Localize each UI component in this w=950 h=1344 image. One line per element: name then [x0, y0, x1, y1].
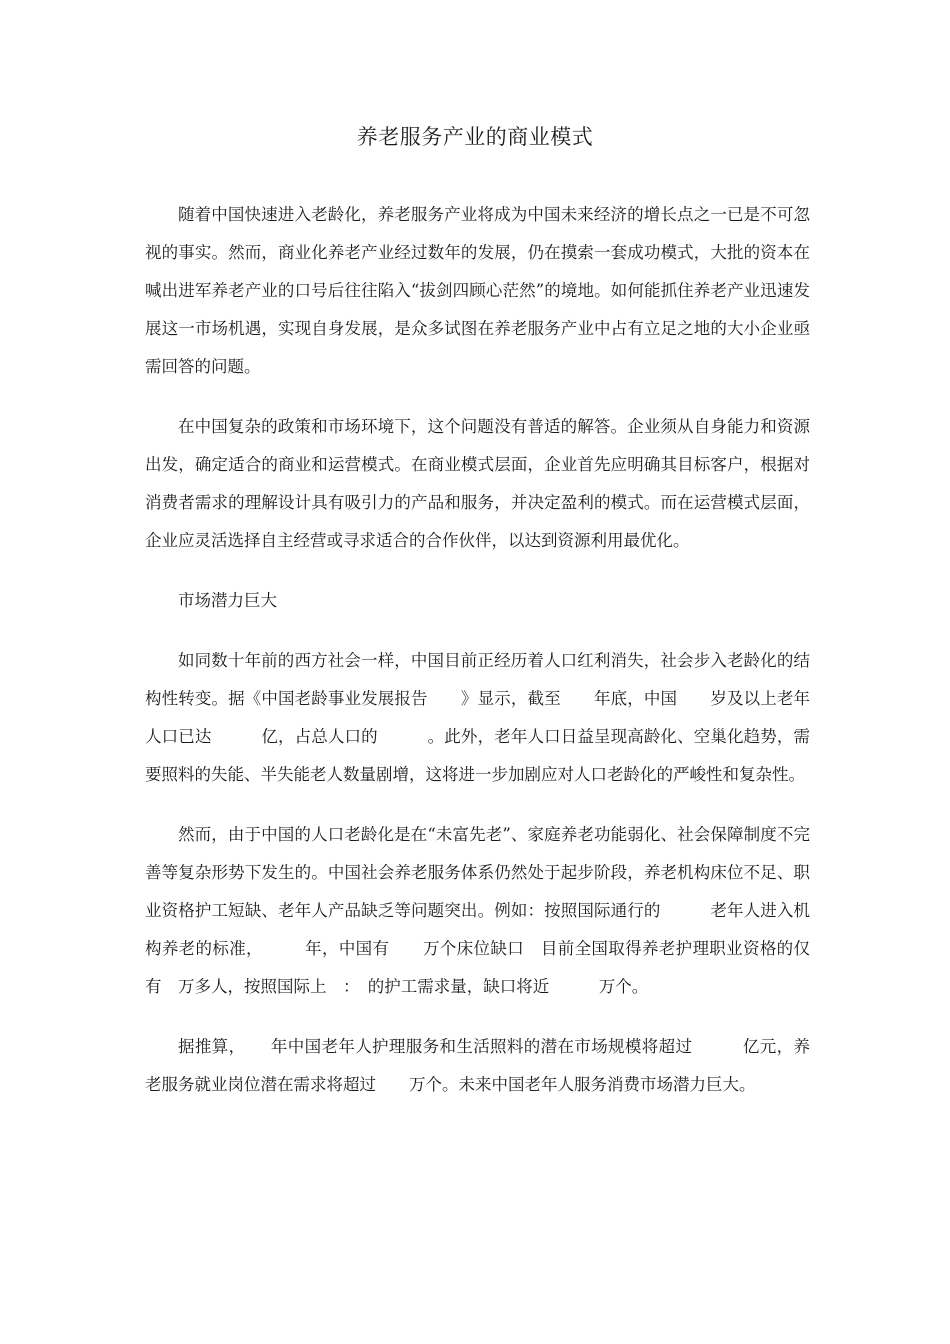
paragraph-intro: 随着中国快速进入老龄化，养老服务产业将成为中国未来经济的增长点之一已是不可忽视的事实。然而，商业化养老产业经过数年的发展，仍在摸索一套成功模式，大批的资本在喊出进军养老产业的口号后往往陷入“拔剑四顾心茫然”的境地。如何能抓住养老产业迅速发展这一市场机遇，实现自身发展，是众多试图在养老服务产业中占有立足之地的大小企业亟需回答的问题。 — [145, 205, 810, 376]
section-heading: 市场潜力巨大 — [178, 591, 277, 610]
paragraph-market-potential: 据推算， 年中国老年人护理服务和生活照料的潜在市场规模将超过 亿元，养老服务就业岗位潜在需求将超过 万个。未来中国老年人服务消费市场潜力巨大。 — [145, 1037, 810, 1094]
paragraph-aging-population: 如同数十年前的西方社会一样，中国目前正经历着人口红利消失，社会步入老龄化的结构性转变。据《中国老龄事业发展报告 》显示，截至 年底，中国 岁及以上老年人口已达 亿，占总人口的 。此外，老年人口日益呈现高龄化、空巢化趋势，需要照料的失能、半失能老人数量剧增，这将进一步加剧应对人口老龄化的严峻性和复杂性。 — [145, 651, 810, 784]
paragraph-business-model: 在中国复杂的政策和市场环境下，这个问题没有普适的解答。企业须从自身能力和资源出发，确定适合的商业和运营模式。在商业模式层面，企业首先应明确其目标客户，根据对消费者需求的理解设计具有吸引力的产品和服务，并决定盈利的模式。而在运营模式层面，企业应灵活选择自主经营或寻求适合的合作伙伴，以达到资源利用最优化。 — [145, 417, 810, 550]
document-title: 养老服务产业的商业模式 — [356, 125, 594, 149]
document-body — [145, 196, 810, 1126]
paragraph-service-gap: 然而，由于中国的人口老龄化是在“未富先老”、家庭养老功能弱化、社会保障制度不完善等复杂形势下发生的。中国社会养老服务体系仍然处于起步阶段，养老机构床位不足、职业资格护工短缺、老年人产品缺乏等问题突出。例如：按照国际通行的 老年人进入机构养老的标准， 年，中国有 万个床位缺口 目前全国取得养老护理职业资格的仅有 万多人，按照国际上 ： 的护工需求量，缺口将近 万个。 — [145, 825, 810, 996]
